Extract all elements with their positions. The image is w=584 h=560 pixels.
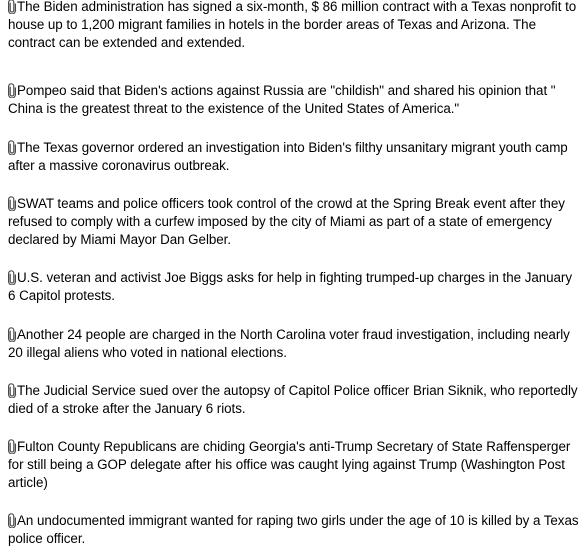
paperclip-icon xyxy=(8,513,16,528)
news-item xyxy=(8,512,580,548)
news-item-text: Fulton County Republicans are chiding Georgia's anti-Trump Secretary of State Raffensperger for still being a GOP delegate after his office was caught lying against Trump (Washington Post article) xyxy=(8,439,571,490)
news-item xyxy=(8,382,580,418)
news-item-text: The Texas governor ordered an investigation into Biden's filthy unsanitary migrant youth camp after a massive coronavirus outbreak. xyxy=(8,140,568,173)
news-item xyxy=(8,0,580,52)
paperclip-icon xyxy=(8,83,16,98)
news-item xyxy=(8,139,580,175)
news-item-text: U.S. veteran and activist Joe Biggs asks for help in fighting trumped-up charges in the January 6 Capitol protests. xyxy=(8,270,572,303)
paperclip-icon xyxy=(8,270,16,285)
news-item xyxy=(8,195,580,249)
news-item-text: Pompeo said that Biden's actions against Russia are "childish" and shared his opinion that " China is the greatest threat to the existence of the United States of America." xyxy=(8,83,556,116)
paperclip-icon xyxy=(8,196,16,211)
paperclip-icon xyxy=(8,439,16,454)
paperclip-icon xyxy=(8,140,16,155)
news-item-text: An undocumented immigrant wanted for raping two girls under the age of 10 is killed by a Texas police officer. xyxy=(8,513,579,546)
news-item-text: The Biden administration has signed a six-month, $ 86 million contract with a Texas nonprofit to house up to 1,200 migrant families in hotels in the border areas of Texas and Arizona. The contract can be extended and extended. xyxy=(8,0,577,50)
news-item xyxy=(8,82,580,118)
news-item-text: SWAT teams and police officers took control of the crowd at the Spring Break event after they refused to comply with a curfew imposed by the city of Miami as part of a state of emergency declared by Miami Mayor Dan Gelber. xyxy=(8,196,565,247)
news-item xyxy=(8,438,580,492)
paperclip-icon xyxy=(8,0,16,14)
paperclip-icon xyxy=(8,383,16,398)
news-item xyxy=(8,326,580,362)
news-item-text: Another 24 people are charged in the North Carolina voter fraud investigation, including nearly 20 illegal aliens who voted in national elections. xyxy=(8,327,570,360)
news-item-text: The Judicial Service sued over the autopsy of Capitol Police officer Brian Siknik, who reportedly died of a stroke after the January 6 riots. xyxy=(8,383,578,416)
news-item xyxy=(8,269,580,305)
paperclip-icon xyxy=(8,327,16,342)
